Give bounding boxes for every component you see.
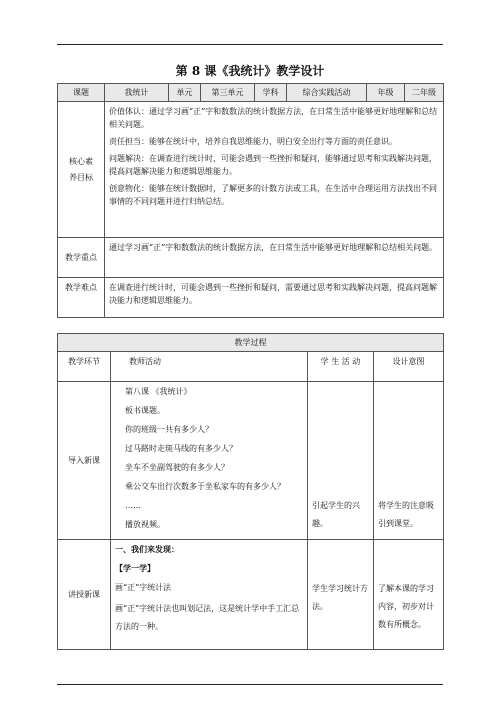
- col-intent-header: 设计意图: [374, 352, 444, 382]
- top-rule: [57, 44, 443, 45]
- lesson-design-intent: 了解本课的学习内容，初步对计数有所概念。: [374, 540, 444, 650]
- core-goal-paragraph: 价值体认：通过学习画“正”字和数数法的统计数据方法，在日常生活中能够更好地理解和总结相关问题。: [109, 107, 438, 129]
- unit-label: 单元: [169, 84, 201, 102]
- lesson-line: 画“正”字统计法: [115, 583, 172, 592]
- course-label: 课题: [58, 84, 105, 102]
- lesson-line: 【学一学】: [115, 563, 155, 573]
- intro-line: 坐车不坐副驾驶的有多少人？: [125, 463, 229, 472]
- intro-line: 第八课 《我统计》: [125, 387, 192, 396]
- col-teacher-header: 教师活动: [111, 352, 308, 382]
- difficult-point-label: 教学难点: [58, 278, 105, 318]
- unit-value: 第三单元: [201, 84, 255, 102]
- course-value: 我统计: [105, 84, 169, 102]
- grade-value: 二年级: [405, 84, 444, 102]
- key-point-content: 通过学习画“正”字和数数法的统计数据方法，在日常生活中能够更好地理解和总结相关问题。: [105, 238, 444, 278]
- intro-student-activity: 引起学生的兴趣。: [308, 382, 374, 540]
- intro-line: 播放视频。: [125, 520, 165, 529]
- process-heading: 教学过程: [58, 334, 444, 352]
- lesson-line: 画“正”字统计法也叫划记法，这是统计学中手工汇总方法的一种。: [115, 604, 300, 631]
- grade-label: 年级: [367, 84, 405, 102]
- core-goal-label: 核心素养目标: [58, 102, 105, 238]
- intro-design-intent: 将学生的注意吸引到课堂。: [374, 382, 444, 540]
- teaching-process-table: [57, 333, 444, 650]
- subject-value: 综合实践活动: [287, 84, 367, 102]
- core-goal-paragraph: 责任担当：能够在统计中，培养自我思维能力，明白安全出行等方面的责任意识。: [109, 137, 397, 146]
- intro-line: ……: [125, 501, 141, 510]
- intro-line: 你的班级一共有多少人？: [125, 425, 213, 434]
- core-goal-paragraph: 创意物化：能够在统计数据时，了解更多的计数方法或工具，在生活中合理运用方法找出不同事情的不同问题并进行归纳总结。: [109, 184, 437, 206]
- lesson-student-activity: 学生学习统计方法。: [308, 540, 374, 650]
- intro-line: 板书课题。: [125, 406, 165, 415]
- col-stage-header: 教学环节: [58, 352, 111, 382]
- lesson-stage: 讲授新课: [58, 540, 111, 650]
- difficult-point-content: 在调查进行统计时，可能会遇到一些挫折和疑问，需要通过思考和实践解决问题，提高问题解决能力和逻辑思维能力。: [105, 278, 444, 318]
- subject-label: 学科: [255, 84, 287, 102]
- lesson-teacher-activity: [111, 540, 308, 650]
- intro-line: 乘公交车出行次数多于坐私家车的有多少人？: [125, 482, 285, 491]
- lesson-info-table: [57, 83, 444, 318]
- intro-stage: 导入新课: [58, 382, 111, 540]
- intro-line: 过马路时走斑马线的有多少人？: [125, 444, 237, 453]
- key-point-label: 教学重点: [58, 238, 105, 278]
- lesson-line: 一、我们来发现：: [115, 544, 179, 554]
- core-goal-paragraph: 问题解决：在调查进行统计时，可能会遇到一些挫折和疑问，能够通过思考和实践解决问题，提高问题解决能力和逻辑思维能力。: [109, 154, 437, 176]
- col-student-header: 学 生 活 动: [308, 352, 374, 382]
- intro-teacher-activity: [111, 382, 308, 540]
- core-goal-content: [105, 102, 444, 238]
- bottom-rule: [57, 684, 443, 685]
- page-title: 第 8 课《我统计》教学设计: [175, 64, 325, 78]
